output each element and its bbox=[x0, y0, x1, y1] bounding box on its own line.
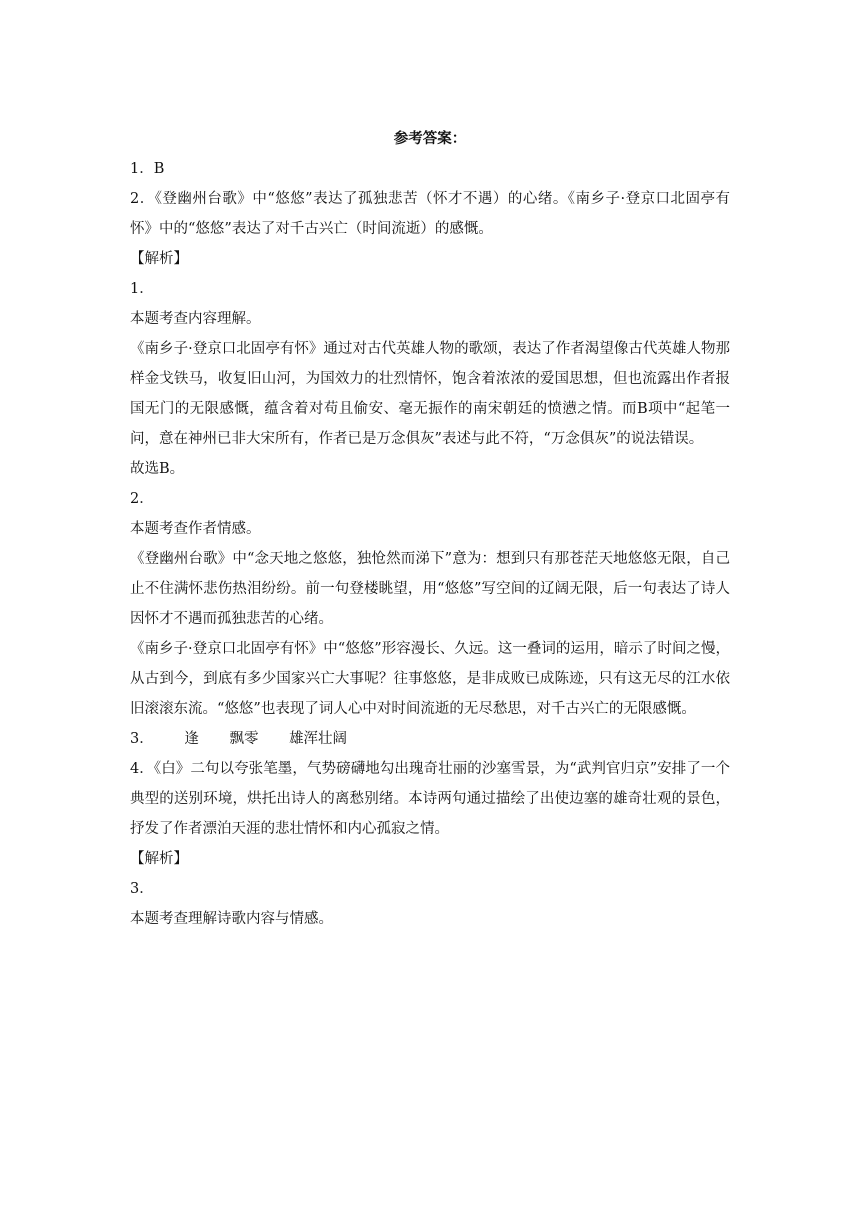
analysis-heading: 【解析】 bbox=[130, 251, 188, 267]
analysis-1-conclusion: 故选B。 bbox=[130, 461, 185, 477]
answer-1: 1．B bbox=[130, 161, 165, 177]
analysis-1-body: 《南乡子·登京口北固亭有怀》通过对古代英雄人物的歌颂，表达了作者渴望像古代英雄人物那样金戈铁马，收复旧山河，为国效力的壮烈情怀，饱含着浓浓的爱国思想，但也流露出作者报国无门的无限感慨，蕴含着对苟且偷安、毫无振作的南宋朝廷的愤懑之情。而B项中“起笔一问，意在神州已非大宋所有，作者已是万念俱灰”表述与此不符，“万念俱灰”的说法错误。 bbox=[130, 341, 730, 447]
answer-3-blank-3: 雄浑壮阔 bbox=[289, 731, 348, 747]
analysis-number-1: 1． bbox=[130, 281, 154, 297]
answer-3-blank-2: 飘零 bbox=[229, 731, 259, 747]
answer-3 bbox=[130, 724, 730, 754]
analysis-number-3: 3． bbox=[130, 881, 154, 897]
answer-2: 2．《登幽州台歌》中“悠悠”表达了孤独悲苦（怀才不遇）的心绪。《南乡子·登京口北固亭有怀》中的“悠悠”表达了对千古兴亡（时间流逝）的感慨。 bbox=[130, 191, 730, 237]
analysis-2-body-2: 《南乡子·登京口北固亭有怀》中“悠悠”形容漫长、久远。这一叠词的运用，暗示了时间之慢，从古到今，到底有多少国家兴亡大事呢？往事悠悠，是非成败已成陈迹，只有这无尽的江水依旧滚滚东流。“悠悠”也表现了词人心中对时间流逝的无尽愁思，对千古兴亡的无限感慨。 bbox=[130, 641, 730, 717]
answer-3-number: 3． bbox=[130, 731, 154, 747]
analysis-2-intro: 本题考查作者情感。 bbox=[130, 521, 261, 537]
analysis-number-2: 2． bbox=[130, 491, 154, 507]
answer-4: 4．《白》二句以夸张笔墨，气势磅礴地勾出瑰奇壮丽的沙塞雪景，为“武判官归京”安排了一个典型的送别环境，烘托出诗人的离愁别绪。本诗两句通过描绘了出使边塞的雄奇壮观的景色，抒发了作者漂泊天涯的悲壮情怀和内心孤寂之情。 bbox=[130, 761, 730, 837]
analysis-3-intro: 本题考查理解诗歌内容与情感。 bbox=[130, 911, 333, 927]
analysis-heading-2: 【解析】 bbox=[130, 851, 188, 867]
page-title: 参考答案： bbox=[393, 130, 467, 147]
analysis-1-intro: 本题考查内容理解。 bbox=[130, 311, 261, 327]
answer-3-blank-1: 逢 bbox=[184, 731, 199, 747]
analysis-2-body-1: 《登幽州台歌》中“念天地之悠悠，独怆然而涕下”意为：想到只有那苍茫天地悠悠无限，自己止不住满怀悲伤热泪纷纷。前一句登楼眺望，用“悠悠”写空间的辽阔无限，后一句表达了诗人因怀才不遇而孤独悲苦的心绪。 bbox=[130, 551, 730, 627]
